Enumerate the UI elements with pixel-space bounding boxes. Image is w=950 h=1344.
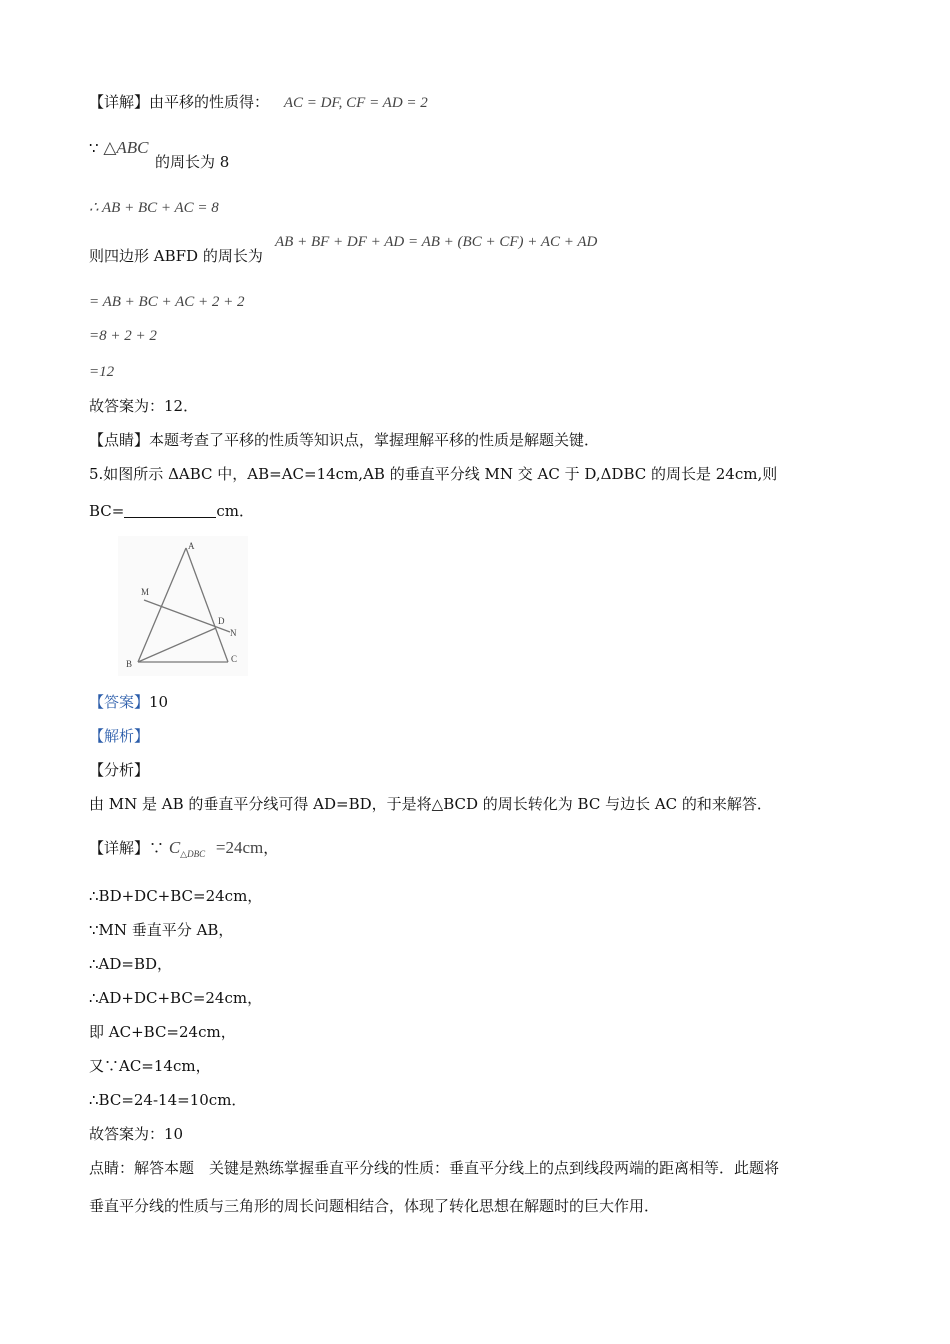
step-line: ∴BC=24-14=10cm．	[89, 1091, 247, 1109]
analysis-tag: 【解析】	[89, 727, 150, 745]
detail-tag: 【详解】	[89, 839, 150, 857]
prev-detail-line	[89, 92, 428, 113]
perimeter-text: 的周长为 8	[155, 153, 230, 171]
perimeter-subscript: △DBC	[180, 849, 206, 859]
label-d: D	[218, 616, 225, 626]
label-c: C	[231, 654, 238, 664]
answer-value: 10	[149, 693, 169, 711]
comment-text: 本题考查了平移的性质等知识点，掌握理解平移的性质是解题关键．	[149, 431, 600, 449]
label-n: N	[230, 628, 237, 638]
prev-line7: =12	[89, 364, 115, 380]
fenxi-tag: 【分析】	[89, 761, 150, 779]
stem-prefix: BC=	[89, 502, 125, 520]
prev-triangle-line	[89, 138, 149, 158]
perimeter-symbol: C	[168, 838, 181, 857]
step-line: ∴BD+DC+BC=24cm，	[89, 887, 263, 905]
step-line: 故答案为：10	[89, 1125, 184, 1143]
q5-stem-line1: 5.如图所示 ΔABC 中，AB=AC=14cm,AB 的垂直平分线 MN 交 AC 于 D,ΔDBC 的周长是 24cm,则	[89, 465, 778, 483]
detail-tag: 【详解】	[89, 93, 150, 111]
comment-line-1: 点睛：解答本题 关键是熟练掌握垂直平分线的性质：垂直平分线上的点到线段两端的距离相等．此题将	[89, 1159, 780, 1177]
line4-math: AB + BF + DF + AD = AB + (BC + CF) + AC + AD	[275, 234, 598, 250]
answer-tag: 【答案】	[89, 693, 150, 711]
triangle-math: △ABC	[103, 138, 149, 157]
prev-line4-text: 则四边形 ABFD 的周长为	[89, 247, 263, 265]
label-a: A	[188, 541, 195, 551]
answer-blank	[124, 503, 216, 518]
step-line: ∴AD+DC+BC=24cm，	[89, 989, 263, 1007]
comment-tag: 【点睛】	[89, 431, 150, 449]
stem-suffix: cm．	[216, 502, 254, 520]
prev-line4-math	[275, 231, 597, 252]
triangle-figure	[118, 536, 248, 676]
since-symbol: ∵	[149, 839, 165, 857]
step-line: 又∵AC=14cm，	[89, 1057, 211, 1075]
perimeter-value: =24cm	[215, 838, 264, 857]
q5-answer-line	[89, 692, 168, 712]
fenxi-text: 由 MN 是 AB 的垂直平分线可得 AD=BD，于是将△BCD 的周长转化为 BC 与边长 AC 的和来解答．	[89, 795, 772, 813]
step-line: 即 AC+BC=24cm，	[89, 1023, 236, 1041]
prev-line3: ∴ AB + BC + AC = 8	[89, 200, 219, 216]
q5-detail-line	[89, 838, 278, 864]
label-b: B	[126, 659, 133, 669]
detail-math: AC = DF, CF = AD = 2	[283, 95, 428, 111]
figure-background	[118, 536, 248, 676]
step-line: ∴AD=BD，	[89, 955, 173, 973]
q5-stem-line2	[89, 501, 254, 521]
prev-answer: 故答案为：12．	[89, 397, 199, 415]
comment-line-2: 垂直平分线的性质与三角形的周长问题相结合，体现了转化思想在解题时的巨大作用．	[89, 1197, 660, 1215]
since-symbol: ∵	[89, 139, 99, 157]
step-line: ∵MN 垂直平分 AB，	[89, 921, 234, 939]
detail-comma: ，	[263, 839, 279, 857]
prev-line5: = AB + BC + AC + 2 + 2	[89, 294, 245, 310]
detail-text: 由平移的性质得：	[149, 93, 270, 111]
label-m: M	[141, 587, 150, 597]
prev-line6: =8 + 2 + 2	[89, 328, 157, 344]
prev-comment	[89, 430, 599, 450]
